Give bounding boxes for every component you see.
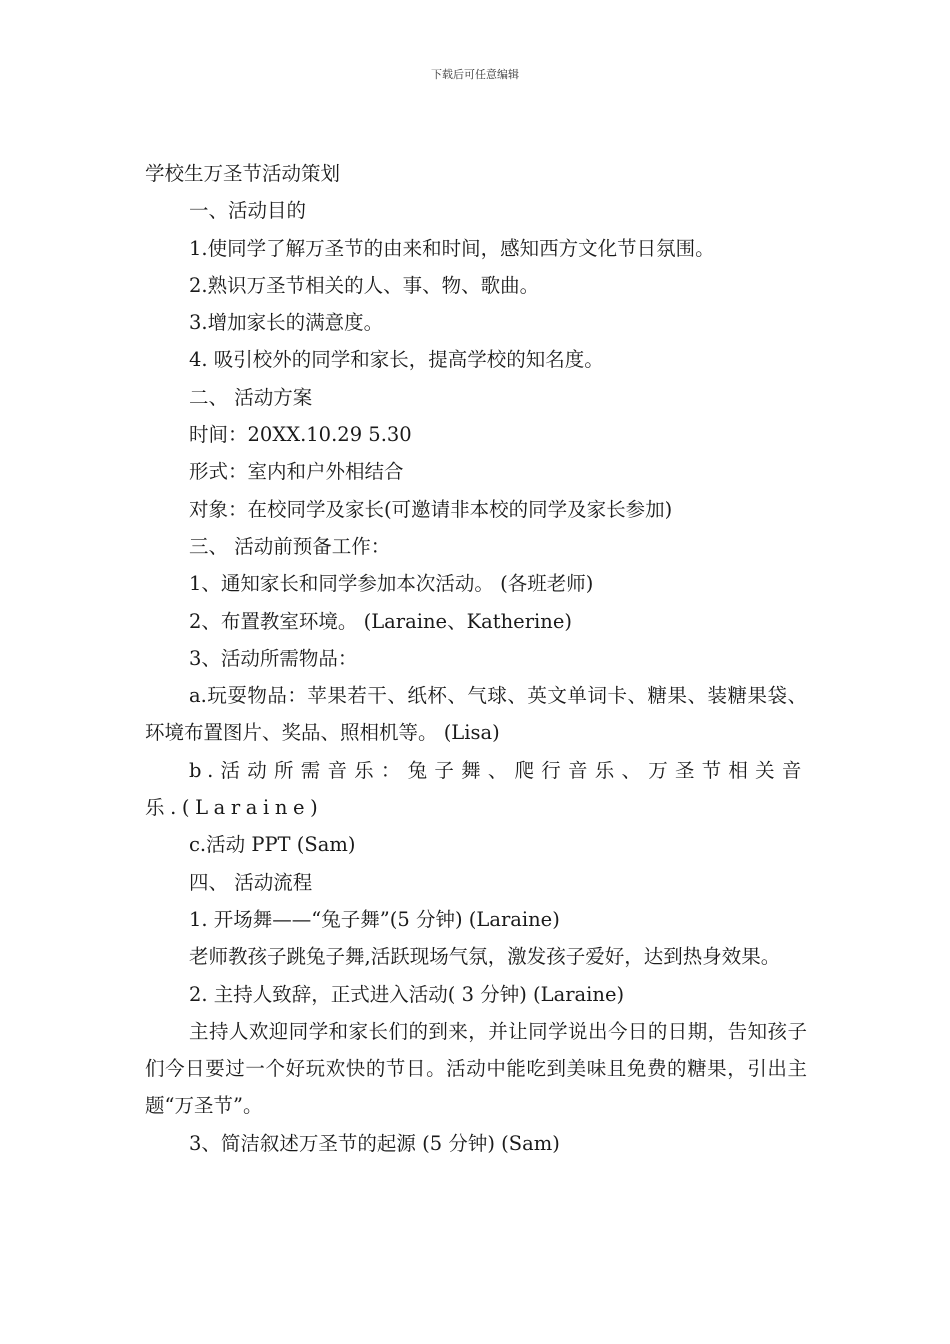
plan-format: 形式：室内和户外相结合 <box>189 460 404 484</box>
goal-item-1: 1.使同学了解万圣节的由来和时间，感知西方文化节日氛围。 <box>189 236 715 260</box>
page-header-note: 下载后可任意编辑 <box>431 68 519 81</box>
plan-time: 时间：20XX.10.29 5.30 <box>189 423 412 447</box>
goal-item-3: 3.增加家长的满意度。 <box>189 311 384 335</box>
flow-step-1: 1. 开场舞——“兔子舞”(5 分钟) (Laraine) <box>189 907 560 931</box>
prep-item-1: 1、通知家长和同学参加本次活动。 (各班老师) <box>189 572 594 596</box>
section-heading-3: 三、 活动前预备工作： <box>189 534 391 558</box>
document-body <box>145 155 807 1162</box>
prep-item-3: 3、活动所需物品： <box>189 646 358 670</box>
section-heading-1: 一、活动目的 <box>189 199 307 223</box>
prep-item-2: 2、布置教室环境。 (Laraine、Katherine) <box>189 609 572 633</box>
plan-audience: 对象：在校同学及家长(可邀请非本校的同学及家长参加) <box>189 497 673 521</box>
flow-step-2: 2. 主持人致辞，正式进入活动( 3 分钟) (Laraine) <box>189 982 625 1006</box>
ppt-line: c.活动 PPT (Sam) <box>189 833 356 857</box>
flow-step-3: 3、简洁叙述万圣节的起源 (5 分钟) (Sam) <box>189 1131 560 1155</box>
goal-item-4: 4. 吸引校外的同学和家长，提高学校的知名度。 <box>189 348 604 372</box>
goal-item-2: 2.熟识万圣节相关的人、事、物、歌曲。 <box>189 273 540 297</box>
supplies-paragraph: a.玩耍物品：苹果若干、纸杯、气球、英文单词卡、糖果、装糖果袋、环境布置图片、奖品、照相机等。 (Lisa) <box>145 684 807 745</box>
flow-step-2-desc: 主持人欢迎同学和家长们的到来，并让同学说出今日的日期，告知孩子们今日要过一个好玩欢快的节日。活动中能吃到美味且免费的糖果，引出主题“万圣节”。 <box>145 1019 807 1118</box>
flow-step-1-desc: 老师教孩子跳兔子舞,活跃现场气氛，激发孩子爱好，达到热身效果。 <box>189 945 781 969</box>
document-title: 学校生万圣节活动策划 <box>145 162 341 185</box>
section-heading-2: 二、 活动方案 <box>189 385 313 409</box>
section-heading-4: 四、 活动流程 <box>189 870 313 894</box>
music-paragraph: b.活动所需音乐：兔子舞、爬行音乐、万圣节相关音乐.(Laraine) <box>145 758 807 820</box>
